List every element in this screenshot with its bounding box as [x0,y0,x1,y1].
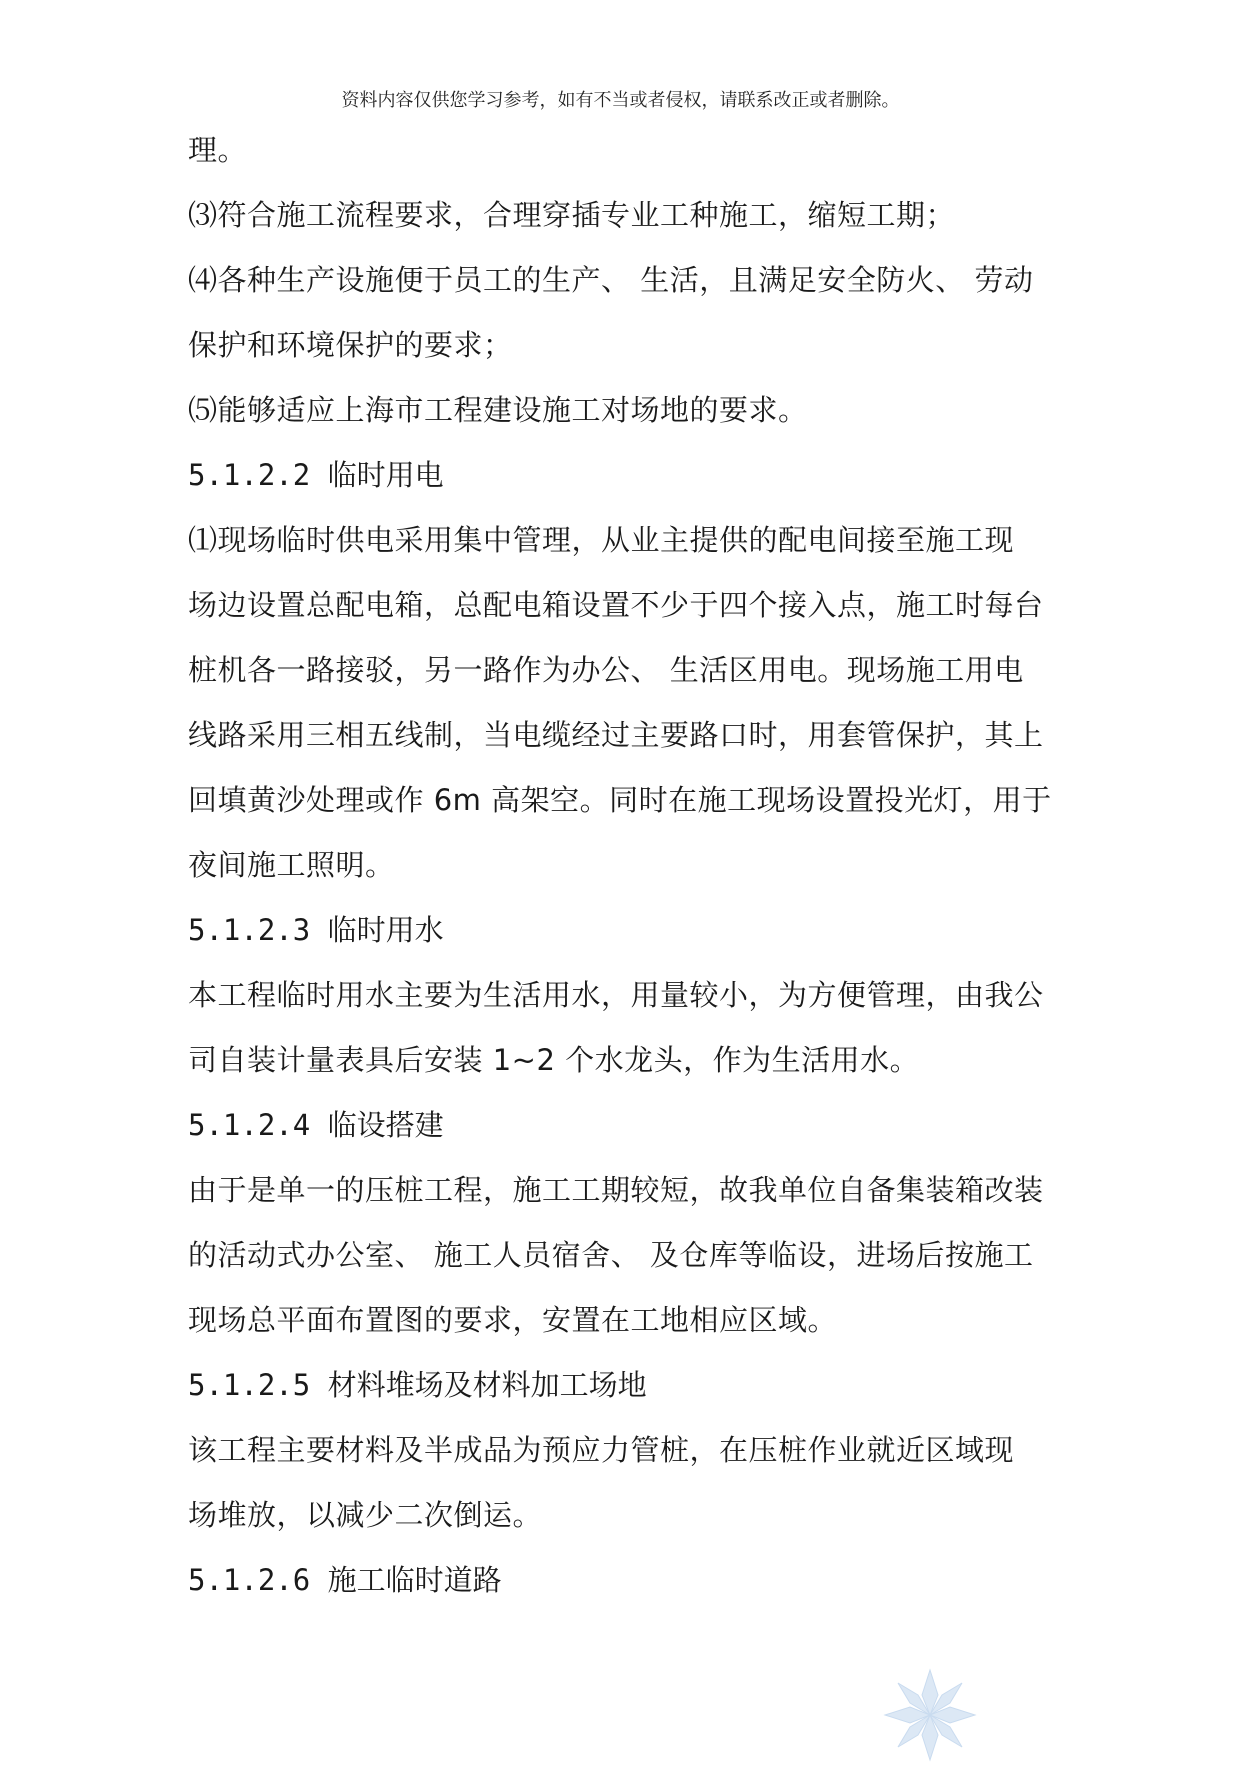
section-heading: 5.1.2.4 临设搭建 [188,1108,444,1142]
text-line: 由于是单一的压桩工程，施工工期较短，故我单位自备集装箱改装 [188,1173,1044,1207]
text-line: 现场总平面布置图的要求，安置在工地相应区域。 [188,1303,838,1337]
text-line: 该工程主要材料及半成品为预应力管桩，在压桩作业就近区域现 [188,1433,1015,1467]
text-line: 桩机各一路接驳，另一路作为办公、 生活区用电。现场施工用电 [188,653,1024,687]
document-body [188,118,1068,1613]
text-line: ⑷各种生产设施便于员工的生产、 生活，且满足安全防火、 劳动 [188,263,1034,297]
text-line: 夜间施工照明。 [188,848,395,882]
text-line: 保护和环境保护的要求； [188,328,513,362]
text-line: ⑴现场临时供电采用集中管理，从业主提供的配电间接至施工现 [188,523,1015,557]
text-line: 本工程临时用水主要为生活用水，用量较小，为方便管理，由我公 [188,978,1044,1012]
text-line: 线路采用三相五线制，当电缆经过主要路口时，用套管保护，其上 [188,718,1044,752]
text-line: 的活动式办公室、 施工人员宿舍、 及仓库等临设，进场后按施工 [188,1238,1034,1272]
section-heading: 5.1.2.3 临时用水 [188,913,444,947]
text-line: 场边设置总配电箱，总配电箱设置不少于四个接入点，施工时每台 [188,588,1044,622]
text-line: 回填黄沙处理或作 6m 高架空。同时在施工现场设置投光灯，用于 [188,783,1052,817]
section-heading: 5.1.2.2 临时用电 [188,458,444,492]
text-line: ⑶符合施工流程要求，合理穿插专业工种施工，缩短工期； [188,198,956,232]
text-line: 理。 [188,133,248,167]
text-line: 场堆放，以减少二次倒运。 [188,1498,543,1532]
section-heading: 5.1.2.5 材料堆场及材料加工场地 [188,1368,647,1402]
section-heading: 5.1.2.6 施工临时道路 [188,1563,502,1597]
disclaimer-header: 资料内容仅供您学习参考，如有不当或者侵权，请联系改正或者删除。 [341,90,900,111]
text-line: ⑸能够适应上海市工程建设施工对场地的要求。 [188,393,808,427]
snowflake-logo-icon [880,1665,980,1765]
text-line: 司自装计量表具后安装 1~2 个水龙头，作为生活用水。 [188,1043,920,1077]
